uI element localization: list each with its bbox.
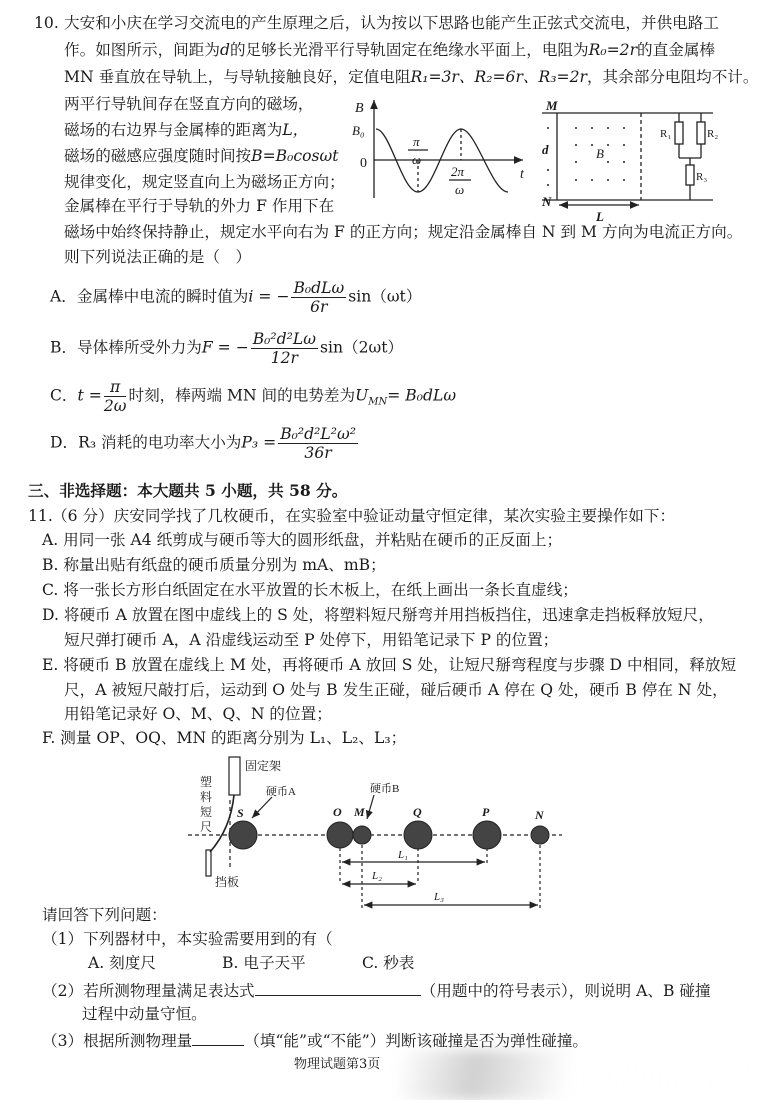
sub3-text: （3）根据所测物理量 (42, 1032, 193, 1050)
formula-lhs: P₃ = (241, 433, 277, 452)
section-title: 三、非选择题：本大题共 5 小题，共 58 分。 (28, 481, 348, 500)
circuit-l-label: L (596, 209, 604, 224)
point-n-label: N (535, 808, 544, 822)
sub1-option-b: B. 电子天平 (222, 954, 306, 972)
coin-b-at-m (353, 826, 371, 844)
fraction (278, 425, 358, 462)
option-label: C． (50, 386, 78, 405)
q10-line: 规律变化，规定竖直向上为磁场正方向； (64, 173, 345, 191)
coin-a-at-p (473, 821, 501, 849)
q10-line: 则下列说法正确的是（ ） (64, 248, 252, 266)
denominator: 36r (304, 444, 332, 462)
coin-a-at-q (404, 821, 432, 849)
ruler-label: 尺 (200, 820, 213, 834)
circuit-m-label: M (546, 98, 558, 113)
option-label: D． (50, 433, 79, 452)
formula-lhs: i = − (248, 287, 290, 306)
q11-step: 用铅笔记录好 O、M、Q、N 的位置； (64, 705, 332, 723)
denominator: 2ω (103, 397, 127, 415)
q11-step: B. 称量出贴有纸盘的硬币质量分别为 mA、mB； (42, 556, 386, 574)
point-m-label: M (354, 805, 365, 819)
formula-tail: sin（2ωt） (319, 338, 404, 357)
denominator: 12r (270, 349, 298, 367)
fixed-frame (229, 757, 240, 795)
point-s-label: S (237, 806, 244, 820)
q10-text: 的足够长光滑平行导轨固定在绝缘水平面上，电阻为 (229, 41, 589, 59)
q10-line: 大安和小庆在学习交流电的产生原理之后，认为按以下思路也能产生正弦式交流电，并供电路工 (64, 14, 719, 32)
fraction (251, 330, 318, 367)
q11-step: 尺，A 被短尺敲打后，运动到 O 处与 B 发生正碰，碰后硬币 A 停在 Q 处，硬币 B 停在 N 处， (64, 681, 728, 699)
q11-sub2 (42, 979, 711, 1001)
sub2-text: （2）若所测物理量满足表达式 (42, 982, 255, 1000)
q10-text: 磁场的磁感应强度随时间按 (64, 147, 252, 165)
var-r0: R₀=2r (588, 41, 638, 59)
var-resistors: R₁=3r、R₂=6r、R₃=2r (410, 68, 587, 86)
q11-sub1: （1）下列器材中，本实验需要用到的有（ (42, 930, 333, 948)
circuit-b-label: B (596, 146, 604, 161)
coin-b-label: 硬币B (370, 783, 400, 795)
resistor-r1 (675, 122, 683, 144)
q11-sub2-cont: 过程中动量守恒。 (82, 1005, 207, 1023)
formula-tail: = B₀dLω (387, 386, 457, 405)
option-text: 金属棒中电流的瞬时值为 (76, 287, 249, 306)
graph-b-label: B (355, 101, 364, 116)
option-c (50, 378, 456, 415)
q11-sub3 (42, 1029, 588, 1051)
graph-b0-label: B₀ (352, 123, 365, 138)
formula-lhs: t = (77, 386, 102, 405)
numerator: π (104, 378, 127, 397)
fraction (104, 378, 127, 415)
point-q-label: Q (413, 805, 422, 819)
frame-label: 固定架 (245, 759, 282, 773)
q10-text: 的直金属棒 (637, 41, 716, 59)
resistor-r2 (697, 122, 705, 144)
circuit-d-label: d (542, 142, 549, 157)
sub1-option-c: C. 秒表 (362, 954, 415, 972)
numerator: B₀dLω (293, 279, 345, 297)
circuit-r2-label: R₂ (707, 128, 719, 140)
q10-text: ，其余部分电阻均不计。 (586, 68, 759, 86)
l3-label: L₃ (434, 891, 444, 903)
sub1-option-a: A. 刻度尺 (88, 954, 156, 972)
option-b (50, 330, 403, 367)
coin-a-label: 硬币A (266, 786, 296, 798)
b-t-graph (374, 100, 523, 198)
graph-zero-label: 0 (360, 156, 367, 171)
l2-label: L₂ (372, 870, 382, 882)
q11-number: 11. (28, 507, 53, 525)
ruler-label: 塑 (200, 775, 213, 789)
q11-step: F. 测量 OP、OQ、MN 的距离分别为 L₁、L₂、L₃； (42, 729, 407, 747)
q10-text: 磁场的右边界与金属棒的距离为 (64, 121, 283, 139)
rail-circuit (542, 113, 713, 205)
q10-text: MN 垂直放在导轨上，与导轨接触良好，定值电阻 (64, 68, 411, 86)
option-text: 导体棒所受外力为 (77, 338, 202, 357)
formula-u: U (355, 386, 369, 405)
coins (229, 821, 549, 849)
q10-line (64, 120, 308, 140)
option-d (50, 425, 360, 462)
q10-line: 金属棒在平行于导轨的外力 F 作用下在 (64, 197, 335, 215)
formula-tail: sin（ωt） (348, 287, 422, 306)
coin-a-at-s (229, 821, 257, 849)
sub2-text: （用题中的符号表示），则说明 A、B 碰撞 (420, 982, 711, 1000)
graph-2pi-label: 2π (451, 164, 465, 179)
field-dots (547, 127, 625, 186)
q10-line (64, 40, 715, 60)
circuit-r3-label: R₃ (696, 171, 708, 183)
stop-plate (206, 850, 211, 876)
option-label: B． (50, 338, 78, 357)
graph-omega-label: ω (412, 152, 422, 167)
coin-b-at-n (531, 826, 549, 844)
answer-blank[interactable] (192, 1029, 244, 1046)
q10-text: 作。如图所示，间距为 (64, 41, 220, 59)
resistor-r3 (686, 165, 694, 185)
circuit-n-label: N (542, 194, 552, 209)
q10-line: 两平行导轨间存在竖直方向的磁场， (64, 95, 314, 113)
var-d: d (219, 41, 230, 59)
var-b-eq: B=B₀cosωt (251, 147, 339, 165)
q10-line: 磁场中始终保持静止，规定水平向右为 F 的正方向；规定沿金属棒自 N 到 M 方向为电流正方向。 (64, 223, 743, 241)
option-label: A． (50, 287, 77, 306)
q11-step: C. 将一张长方形白纸固定在水平放置的长木板上，在纸上画出一条长直虚线； (42, 581, 578, 599)
q11-step: D. 将硬币 A 放置在图中虚线上的 S 处，将塑料短尺掰弯并用挡板挡住，迅速拿走挡板释放短尺， (42, 606, 714, 624)
ruler-label: 料 (200, 790, 213, 804)
graph-t-label: t (520, 167, 524, 182)
point-p-label: P (482, 805, 490, 819)
circuit-r1-label: R₁ (660, 128, 672, 140)
formula-subscript: MN (368, 396, 388, 408)
q10-line (64, 146, 338, 166)
q11-step: A. 用同一张 A4 纸剪成与硬币等大的圆形纸盘，并粘贴在硬币的正反面上； (42, 531, 563, 549)
graph-omega-label: ω (455, 182, 465, 197)
q11-intro: （6 分）庆安同学找了几枚硬币，在实验室中验证动量守恒定律，某次实验主要操作如下： (52, 507, 676, 525)
q10-number: 10. (34, 14, 59, 32)
sub3-text: （填“能”或“不能”）判断该碰撞是否为弹性碰撞。 (244, 1032, 589, 1050)
denominator: 6r (310, 298, 328, 316)
q11-step: 短尺弹打硬币 A，A 沿虚线运动至 P 处停下，用铅笔记录下 P 的位置； (64, 631, 559, 649)
formula-lhs: F = − (201, 338, 249, 357)
page-footer: 物理试题第3页 (294, 1057, 381, 1072)
var-l: L， (282, 121, 309, 139)
point-o-label: O (333, 805, 342, 819)
l1-label: L₁ (398, 849, 408, 861)
numerator: B₀²d²Lω (252, 330, 316, 348)
option-text: 时刻，棒两端 MN 间的电势差为 (128, 386, 356, 405)
numerator: B₀²d²L²ω² (280, 425, 356, 443)
option-a (50, 279, 421, 316)
fraction (291, 279, 346, 316)
q11-prompt: 请回答下列问题： (42, 906, 167, 924)
answer-blank[interactable] (255, 979, 421, 996)
coin-a-at-o (327, 822, 353, 848)
ruler-label: 短 (200, 805, 213, 819)
q11-step: E. 将硬币 B 放置在虚线上 M 处，再将硬币 A 放回 S 处，让短尺掰弯程度与步骤 D 中相同，释放短 (42, 656, 737, 674)
stop-plate-label: 挡板 (215, 875, 240, 889)
graph-pi-label: π (413, 134, 420, 149)
q10-line (64, 67, 759, 87)
option-text: R₃ 消耗的电功率大小为 (78, 433, 242, 452)
